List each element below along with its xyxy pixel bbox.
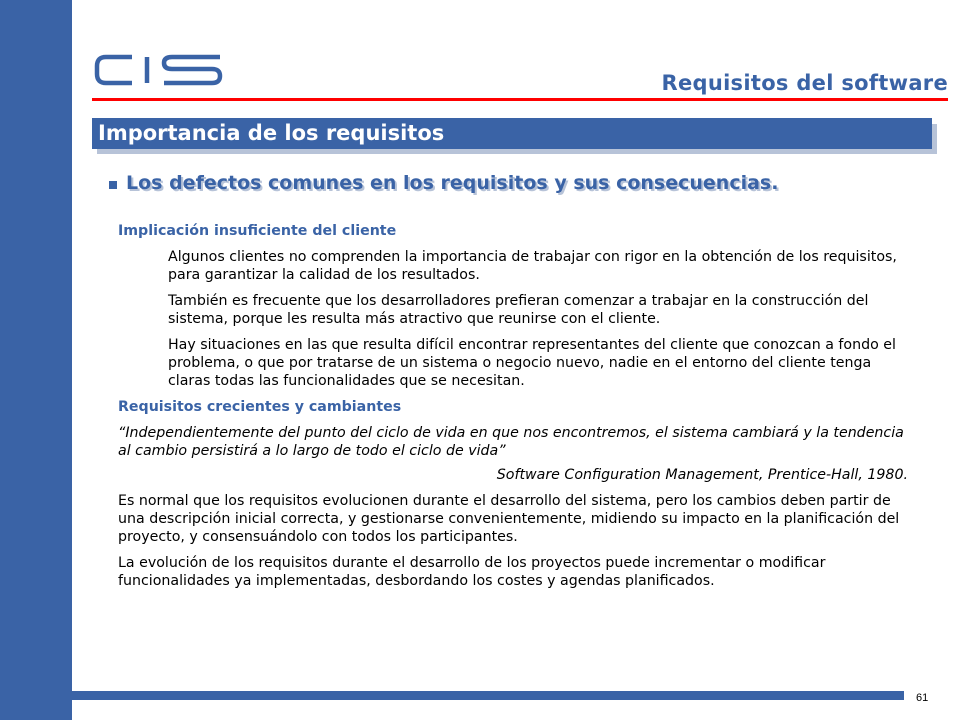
footer-bar	[72, 691, 904, 700]
slide-content	[118, 222, 918, 598]
header-divider	[92, 98, 948, 101]
subheading-changing-requirements: Requisitos crecientes y cambiantes	[118, 399, 402, 415]
citation: Software Configuration Management, Prentice-Hall, 1980.	[496, 467, 908, 483]
subheading-client-involvement: Implicación insuficiente del cliente	[118, 223, 397, 239]
paragraph: Hay situaciones en las que resulta difícil encontrar representantes del cliente que conozcan a fondo el problema, o que por tratarse de un sistema o negocio nuevo, nadie en el entorno del cliente tenga claras todas las funcionalidades que se necesitan.	[168, 337, 896, 389]
bullet-heading: Los defectos comunes en los requisitos y sus consecuencias.	[126, 172, 779, 194]
paragraph: Es normal que los requisitos evolucionen durante el desarrollo del sistema, pero los cambios deben partir de una descripción inicial correcta, y gestionarse convenientemente, midiendo su impacto en la planificación del proyecto, y consensuándolo con todos los participantes.	[118, 493, 900, 545]
paragraph: También es frecuente que los desarrolladores prefieran comenzar a trabajar en la construcción del sistema, porque les resulta más atractivo que reunirse con el cliente.	[168, 293, 869, 327]
quote: “Independientemente del punto del ciclo de vida en que nos encontremos, el sistema cambiará y la tendencia al cambio persistirá a lo largo de todo el ciclo de vida”	[118, 425, 904, 459]
bullet-square-icon	[109, 181, 117, 189]
paragraph: Algunos clientes no comprenden la importancia de trabajar con rigor en la obtención de los requisitos, para garantizar la calidad de los resultados.	[168, 249, 897, 283]
page-number: 61	[916, 692, 929, 704]
slide-title: Importancia de los requisitos	[92, 118, 932, 149]
paragraph: La evolución de los requisitos durante el desarrollo de los proyectos puede incrementar o modificar funcionalidades ya implementadas, desbordando los costes y agendas planificados.	[118, 555, 826, 589]
section-title: Requisitos del software	[661, 71, 948, 95]
cis-logo	[94, 53, 224, 87]
left-accent-bar	[0, 0, 72, 720]
